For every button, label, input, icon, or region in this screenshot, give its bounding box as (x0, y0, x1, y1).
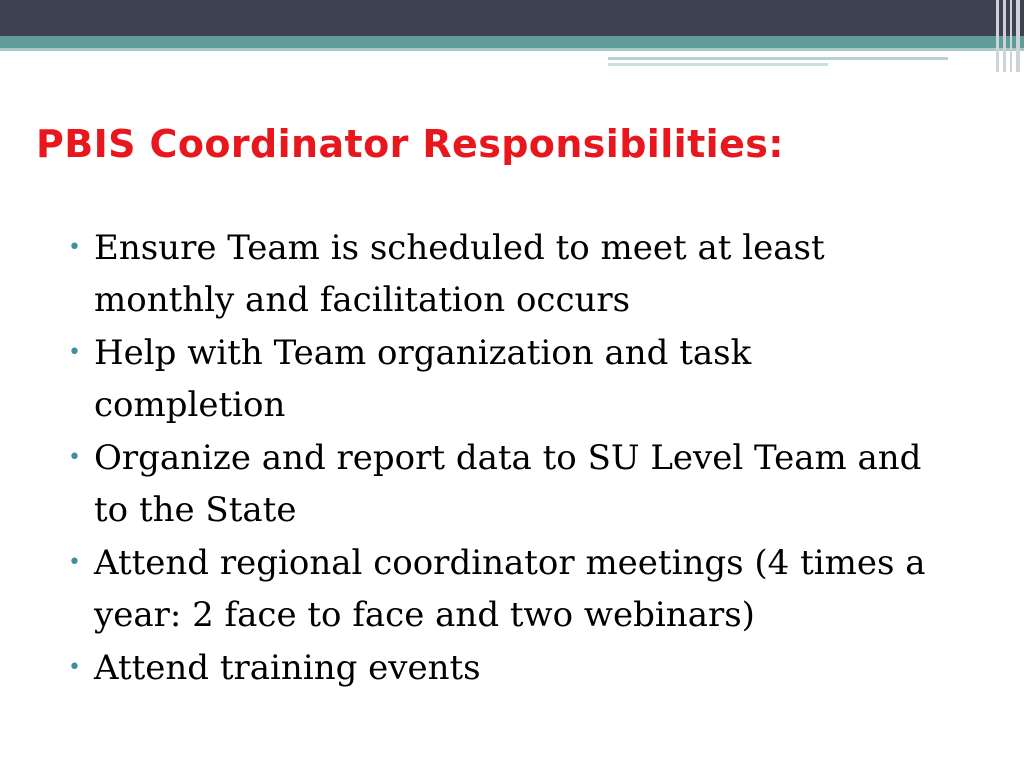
bullet-icon: • (68, 655, 81, 680)
bullet-icon: • (68, 235, 81, 260)
bullet-icon: • (68, 550, 81, 575)
header-teal-band (0, 36, 1024, 48)
slide-title: PBIS Coordinator Responsibilities: (36, 122, 784, 166)
bullet-list (68, 222, 948, 695)
header-right-stripes (994, 0, 1024, 72)
bullet-text: Attend regional coordinator meetings (4 times a year: 2 face to face and two webinars) (94, 543, 926, 635)
bullet-icon: • (68, 445, 81, 470)
list-item (68, 327, 948, 431)
bullet-icon: • (68, 340, 81, 365)
list-item (68, 642, 948, 694)
list-item (68, 222, 948, 326)
header-accent-line (608, 57, 948, 60)
header-dark-bar (0, 0, 1024, 36)
list-item (68, 432, 948, 536)
header-teal-accent (0, 48, 1024, 51)
list-item (68, 537, 948, 641)
header-accent-line (608, 63, 828, 66)
bullet-text: Ensure Team is scheduled to meet at least monthly and facilitation occurs (94, 228, 825, 320)
bullet-text: Organize and report data to SU Level Team and to the State (94, 438, 922, 530)
bullet-text: Attend training events (94, 648, 481, 688)
bullet-text: Help with Team organization and task completion (94, 333, 752, 425)
